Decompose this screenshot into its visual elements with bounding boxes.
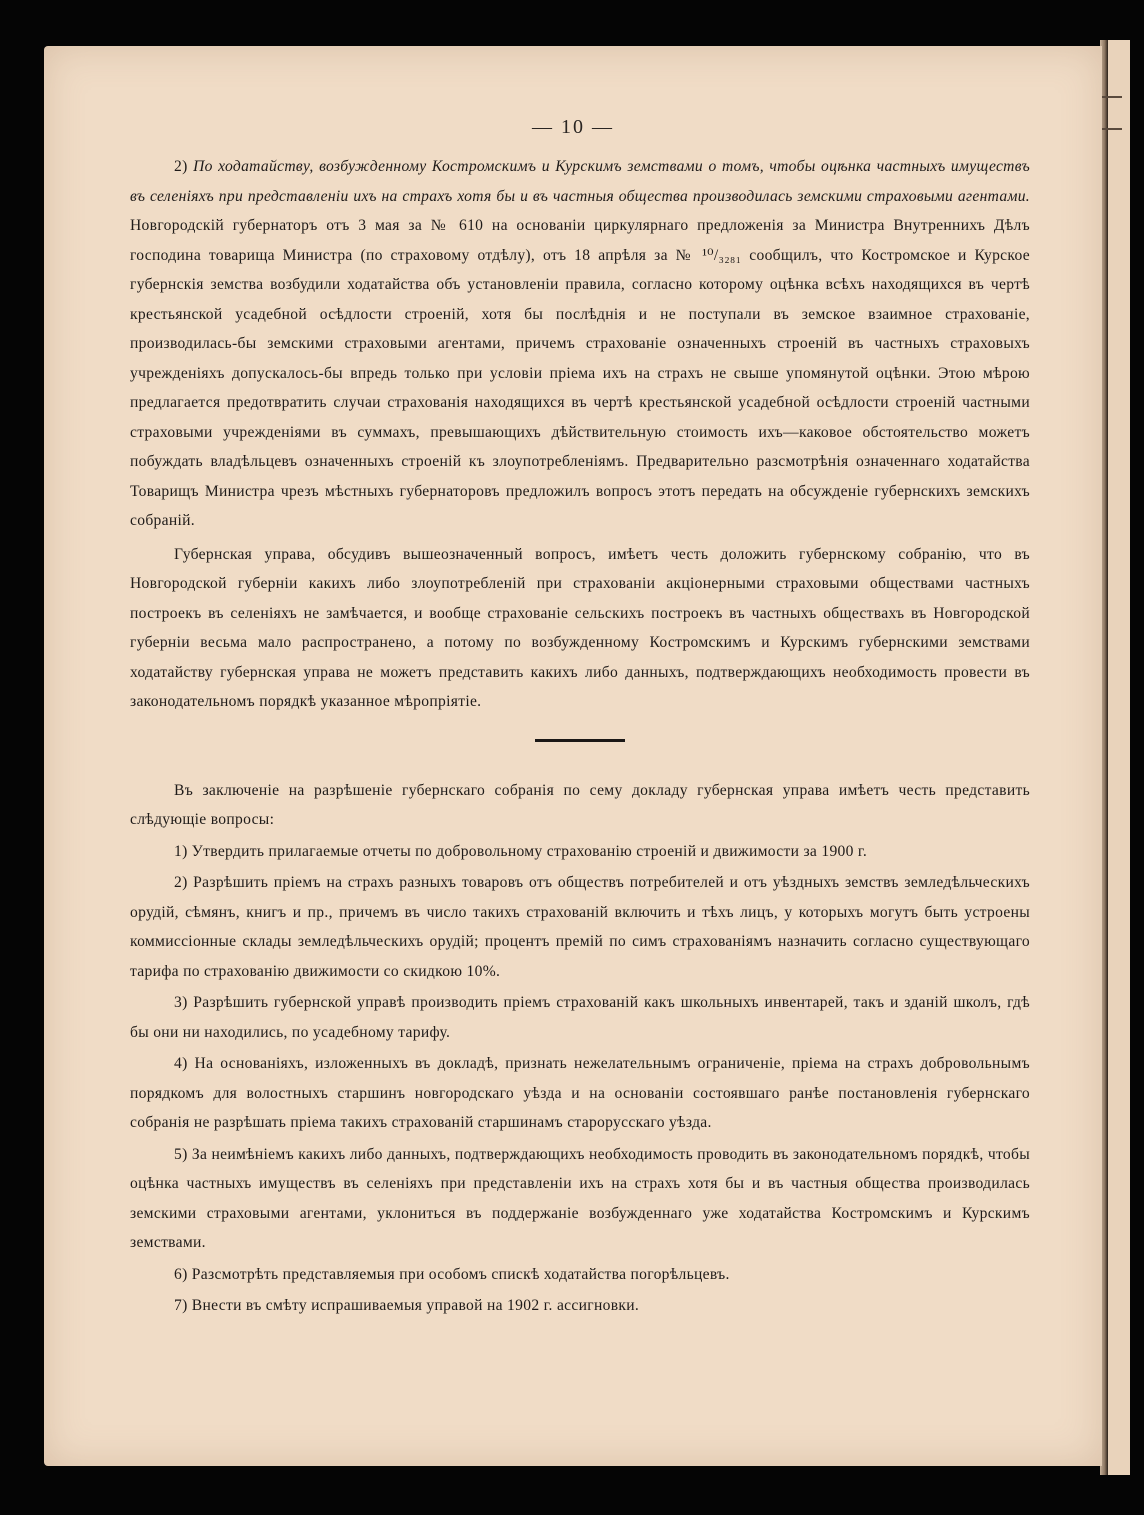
conclusion-item: 3) Разрѣшить губернской управѣ производить пріемъ страхованій какъ школьныхъ инвентарей, такъ и зданій школъ, гдѣ бы они ни находились, по усадебному тарифу. (130, 994, 1030, 1041)
page-number: — 10 — (532, 116, 614, 138)
section-title: По ходатайству, возбужденному Костромскимъ и Курскимъ земствами о томъ, чтобы оцѣнка частныхъ имуществъ въ селеніяхъ при представленіи ихъ на страхъ хотя бы и въ частныя общества производилась земскими страховыми агентами. (130, 158, 1031, 205)
conclusion-intro: Въ заключеніе на разрѣшеніе губернскаго собранія по сему докладу губернская управа имѣетъ честь представить слѣдующіе вопросы: (130, 781, 1030, 828)
conclusion-item: 1) Утвердить прилагаемые отчеты по добровольному страхованію строеній и движимости за 1900 г. (174, 842, 868, 860)
conclusion-item: 6) Разсмотрѣть представляемыя при особомъ спискѣ ходатайства погорѣльцевъ. (174, 1265, 730, 1283)
conclusion-item: 7) Внести въ смѣту испрашиваемыя управой на 1902 г. ассигновки. (174, 1297, 640, 1314)
conclusion-item: 2) Разрѣшить пріемъ на страхъ разныхъ товаровъ отъ обществъ потребителей и отъ уѣздныхъ земствъ земледѣльческихъ орудій, сѣмянъ, книгъ и пр., причемъ въ число такихъ страхованій включить и тѣхъ лицъ, у которыхъ могутъ быть устроены коммиссіонные склады земледѣльческихъ орудій; процентъ премій по симъ страхованіямъ назначить согласно существующаго тарифа по страхованію движимости со скидкою 10%. (130, 874, 1030, 980)
document-page (44, 46, 1102, 1466)
section-2-paragraph-2: Губернская управа, обсудивъ вышеозначенный вопросъ, имѣетъ честь доложить губернскому собранію, что въ Новгородской губерніи какихъ либо злоупотребленій при страхованіи акціонерными страховыми обществами частныхъ построекъ въ селеніяхъ не замѣчается, и вообще страхованіе сельскихъ построекъ въ частныхъ обществахъ въ Новгородской губерніи весьма мало распространено, а потому по возбужденному Костромскимъ и Курскимъ губернскими земствами ходатайству губернская управа не можетъ представить какихъ либо данныхъ, подтверждающихъ необходимость провести въ законодательномъ порядкѣ указанное мѣропріятіе. (130, 545, 1030, 710)
conclusion-item: 5) За неимѣніемъ какихъ либо данныхъ, подтверждающихъ необходимость проводить въ законодательномъ порядкѣ, чтобы оцѣнка частныхъ имуществъ въ селеніяхъ при представленіи ихъ на страхъ хотя бы и въ частныя общества производилась земскими страховыми агентами, уклониться въ поддержаніе возбужденнаго уже ходатайства Костромскимъ и Курскимъ земствами. (130, 1145, 1030, 1251)
section-2-paragraph (130, 152, 1030, 536)
scan-mark (1102, 96, 1122, 98)
page-body (130, 152, 1030, 1321)
conclusion-item: 4) На основаніяхъ, изложенныхъ въ докладѣ, признать нежелательнымъ ограниченіе, пріема на страхъ добровольнымъ порядкомъ для волостныхъ старшинъ новгородскаго уѣзда и на основаніи состоявшаго ранѣе постановленія губернскаго собранія не разрѣшать пріема такихъ страхованій старшинамъ старорусскаго уѣзда. (130, 1055, 1030, 1131)
adjacent-page-edge (1108, 40, 1130, 1475)
scan-mark (1102, 128, 1122, 130)
section-text: Новгородскій губернаторъ отъ 3 мая за № 610 на основаніи циркулярнаго предложенія за Министра Внутреннихъ Дѣлъ господина товарища Министра (по страховому отдѣлу), отъ 18 апрѣля за № ¹⁰/₃₂₈₁ сообщилъ, что Костромское и Курское губернскія земства возбудили ходатайства объ установленіи правила, согласно которому оцѣнка всѣхъ находящихся въ чертѣ крестьянской усадебной осѣдлости строеній, хотя бы послѣднія и не поступали въ земское взаимное страхованіе, производилась-бы земскими страховыми агентами, причемъ страхованіе означенныхъ строеній въ частныхъ страховыхъ учрежденіяхъ допускалось-бы впредь только при условіи пріема ихъ на страхъ не свыше упомянутой оцѣнки. Этою мѣрою предлагается предотвратить случаи страхованія находящихся въ чертѣ крестьянской усадебной осѣдлости строеній частными страховыми учрежденіями въ суммахъ, превышающихъ дѣйствительную стоимость ихъ—каковое обстоятельство можетъ побуждать владѣльцевъ означенныхъ строеній къ злоупотребленіямъ. Предварительно разсмотрѣнія означеннаго ходатайства Товарищъ Министра чрезъ мѣстныхъ губернаторовъ предложилъ вопросъ этотъ передать на обсужденіе губернскихъ земскихъ собраній. (130, 217, 1030, 529)
section-number: 2) (174, 158, 188, 175)
